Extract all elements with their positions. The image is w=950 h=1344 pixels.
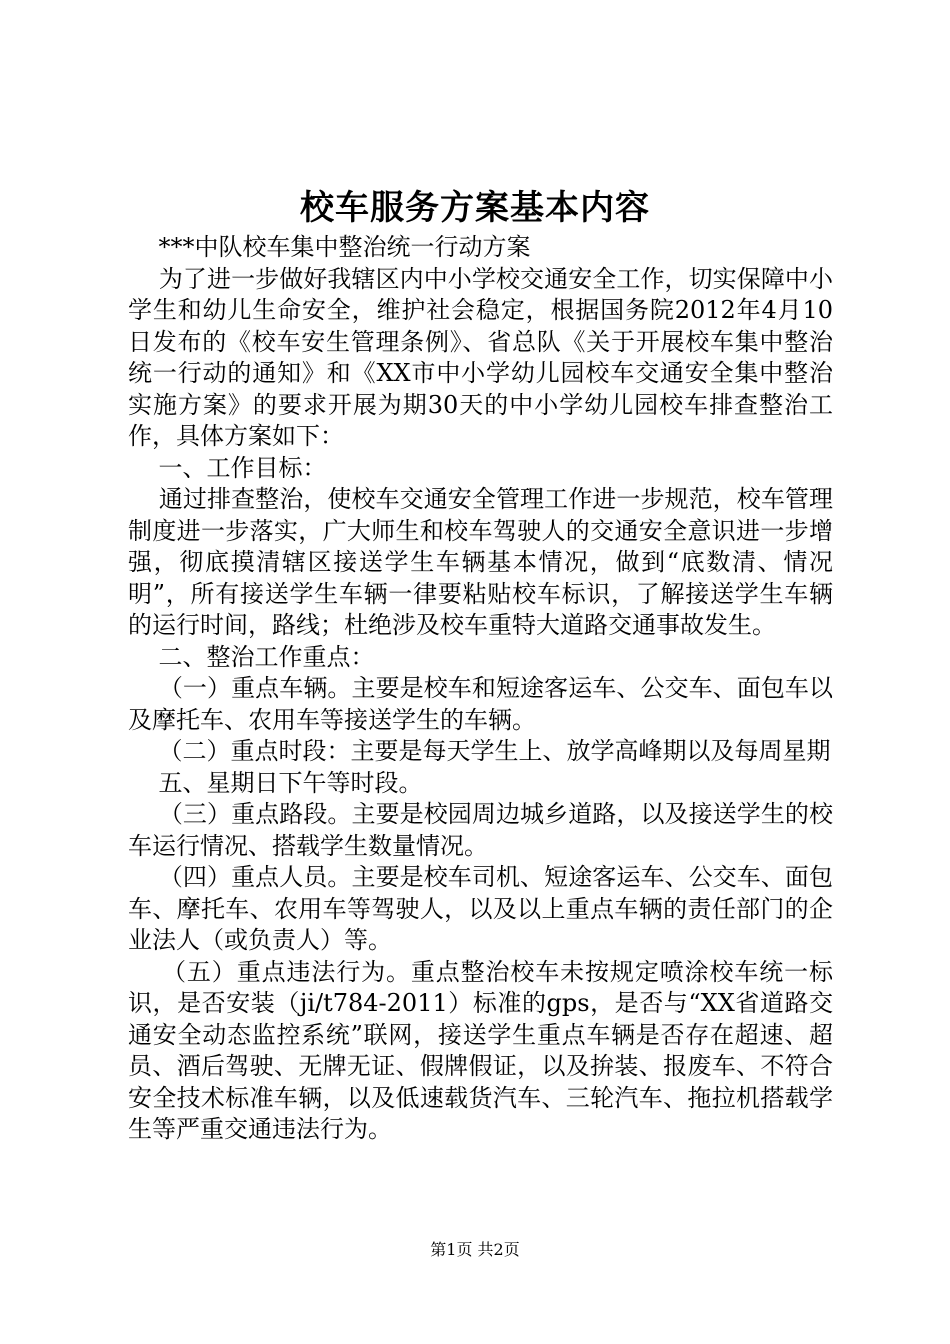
key-vehicles-paragraph: （一）重点车辆。主要是校车和短途客运车、公交车、面包车以及摩托车、农用车等接送学生的车辆。 [128,674,834,734]
document-title: 校车服务方案基本内容 [300,188,650,228]
key-time-paragraph: （二）重点时段：主要是每天学生上、放学高峰期以及每周星期 [128,737,831,765]
section-heading-work-goal: 一、工作目标： [128,453,327,482]
section-heading-key-points: 二、整治工作重点： [128,642,375,671]
plan-heading: ***中队校车集中整治统一行动方案 [128,233,531,261]
key-personnel-paragraph: （四）重点人员。主要是校车司机、短途客运车、公交车、面包车、摩托车、农用车等驾驶人，以及以上重点车辆的责任部门的企业法人（或负责人）等。 [128,863,834,954]
key-violations-paragraph: （五）重点违法行为。重点整治校车未按规定喷涂校车统一标识，是否安装（ji/t784-2011）标准的gps，是否与“XX省道路交通安全动态监控系统”联网，接送学生重点车辆是否存在超速、超员、酒后驾驶、无牌无证、假牌假证，以及拚装、报废车、不符合安全技术标准车辆，以及低速载货汽车、三轮汽车、拖拉机搭载学生等严重交通违法行为。 [128,957,833,1143]
work-goal-paragraph: 通过排查整治，使校车交通安全管理工作进一步规范，校车管理制度进一步落实，广大师生和校车驾驶人的交通安全意识进一步增强，彻底摸清辖区接送学生车辆基本情况，做到“底数清、情况明”，所有接送学生车辆一律要粘贴校车标识，了解接送学生车辆的运行时间，路线；杜绝涉及校车重特大道路交通事故发生。 [128,485,834,639]
page-number: 第1页 共2页 [430,1240,520,1259]
document-body [128,232,833,1146]
key-roads-paragraph: （三）重点路段。主要是校园周边城乡道路，以及接送学生的校车运行情况、搭载学生数量情况。 [128,800,834,860]
key-time-continuation: 五、星期日下午等时段。 [128,768,423,797]
intro-paragraph: 为了进一步做好我辖区内中小学校交通安全工作，切实保障中小学生和幼儿生命安全，维护社会稳定，根据国务院2012年4月10日发布的《校车安生管理条例》、省总队《关于开展校车集中整治统一行动的通知》和《XX市中小学幼儿园校车交通安全集中整治实施方案》的要求开展为期30天的中小学幼儿园校车排查整治工作，具体方案如下： [128,264,834,450]
